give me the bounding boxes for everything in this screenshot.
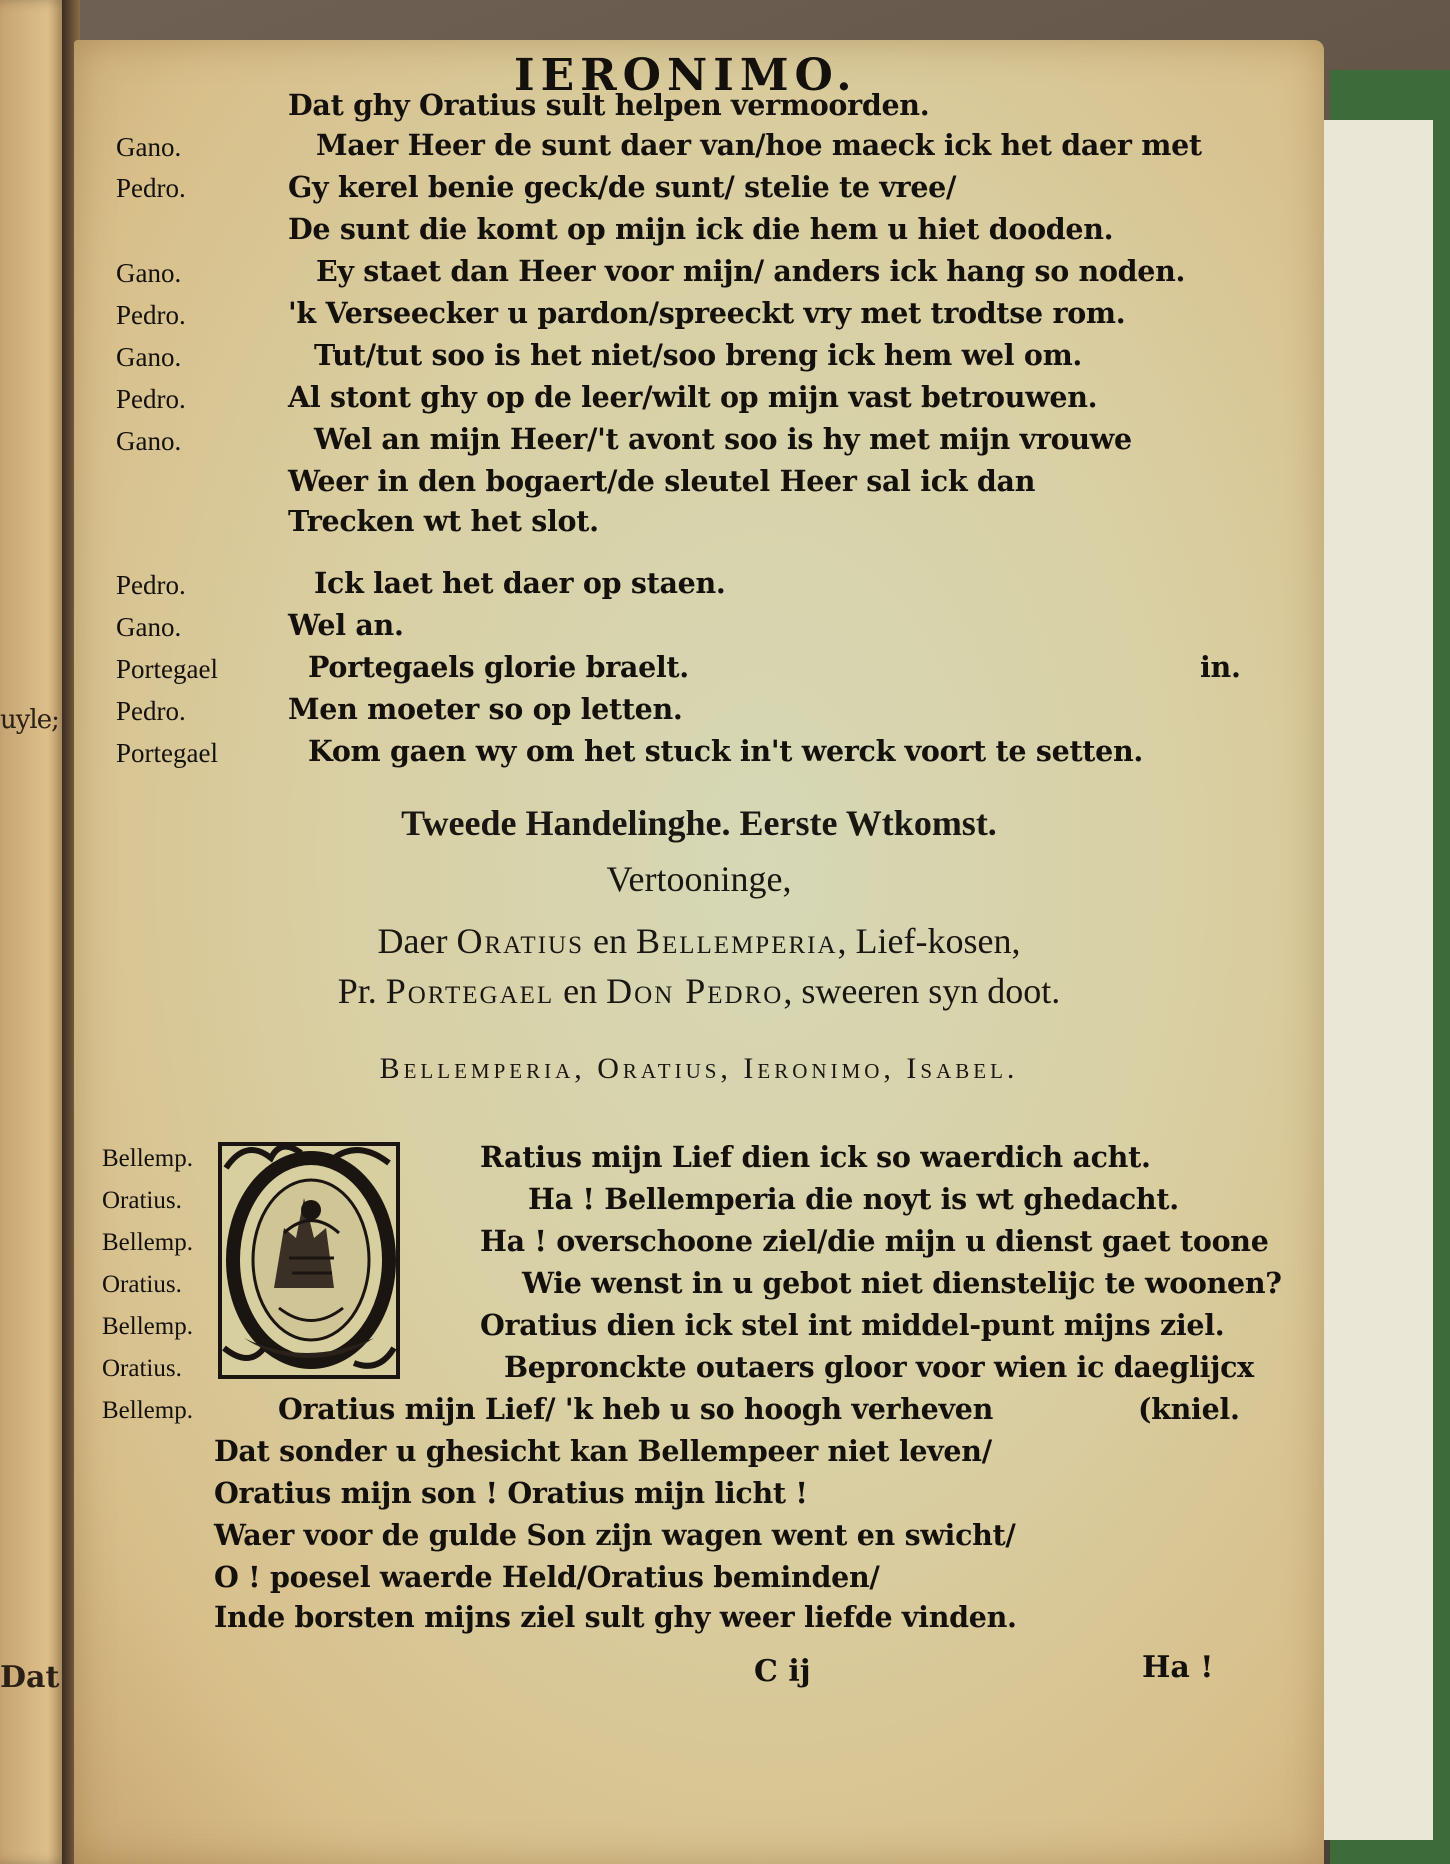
speaker-label: Bellemp. [102, 1397, 193, 1424]
speaker-label: Pedro. [116, 384, 186, 414]
speaker-label: Bellemp. [102, 1313, 193, 1340]
speaker-label: Portegael [116, 738, 218, 768]
verse-line: Ha ! overschoone ziel/die mijn u dienst gaet toone [480, 1224, 1269, 1258]
verse-line: Wie wenst in u gebot niet dienstelijc te woonen? [522, 1266, 1282, 1300]
verse-line: Tut/tut soo is het niet/soo breng ick hem wel om. [314, 338, 1083, 372]
act-subtitle: Vertooninge, [606, 859, 792, 899]
verse-line: Ha ! Bellemperia die noyt is wt ghedacht. [528, 1182, 1179, 1216]
verse-line: Weer in den bogaert/de sleutel Heer sal ick dan [288, 464, 1036, 498]
cast-list: Bellemperia, Oratius, Ieronimo, Isabel. [379, 1052, 1019, 1085]
speaker-label: Gano. [116, 612, 182, 642]
verse-line: Ey staet dan Heer voor mijn/ anders ick hang so noden. [316, 254, 1186, 288]
argument-line-1: Daer Oratius en Bellemperia, Lief-kosen, [377, 921, 1021, 961]
verse-line: Maer Heer de sunt daer van/hoe maeck ick het daer met [316, 128, 1202, 162]
speaker-label: Oratius. [102, 1187, 182, 1214]
book-page [74, 40, 1324, 1864]
verse-line: Inde borsten mijns ziel sult ghy weer liefde vinden. [214, 1600, 1017, 1634]
speaker-label: Gano. [116, 132, 182, 162]
verse-line: Wel an. [288, 608, 404, 642]
verse-line: Gy kerel benie geck/de sunt/ stelie te vree/ [288, 170, 957, 204]
speaker-label: Portegael [116, 654, 218, 684]
speaker-label: Pedro. [116, 570, 186, 600]
running-head: IERONIMO. [514, 50, 858, 101]
verse-line: Portegaels glorie braelt. [308, 650, 689, 684]
speaker-label: Gano. [116, 258, 182, 288]
stage-direction: in. [1200, 650, 1241, 684]
speaker-label: Bellemp. [102, 1229, 193, 1256]
speaker-label: Oratius. [102, 1355, 182, 1382]
act-title: Tweede Handelinghe. Eerste Wtkomst. [401, 803, 997, 843]
verse-line: Bepronckte outaers gloor voor wien ic daeglijcx [504, 1350, 1254, 1384]
verse-line: Ratius mijn Lief dien ick so waerdich acht. [480, 1140, 1151, 1174]
verse-line: Oratius mijn Lief/ 'k heb u so hoogh verheven [278, 1392, 994, 1426]
speaker-label: Gano. [116, 426, 182, 456]
verse-line: Dat ghy Oratius sult helpen vermoorden. [288, 88, 930, 122]
facing-page-text-fragment: uyle; [0, 705, 59, 735]
verse-line: Ick laet het daer op staen. [314, 566, 726, 600]
catchword: Ha ! [1142, 1650, 1214, 1685]
verse-line: Trecken wt het slot. [288, 504, 599, 538]
verse-line: Men moeter so op letten. [288, 692, 683, 726]
speaker-label: Pedro. [116, 173, 186, 203]
woodcut-initial-o [214, 1138, 404, 1383]
speaker-label: Bellemp. [102, 1145, 193, 1172]
speaker-label: Pedro. [116, 696, 186, 726]
facing-page-edge [0, 0, 68, 1864]
facing-page-text-fragment: Dat [0, 1660, 60, 1695]
speaker-label: Pedro. [116, 300, 186, 330]
verse-line: Waer voor de gulde Son zijn wagen went en swicht/ [214, 1518, 1016, 1552]
verse-line: Oratius dien ick stel int middel-punt mijns ziel. [480, 1308, 1225, 1342]
verse-line: 'k Verseecker u pardon/spreeckt vry met trodtse rom. [288, 296, 1126, 330]
verse-line: Dat sonder u ghesicht kan Bellempeer niet leven/ [214, 1434, 992, 1468]
verse-line: Al stont ghy op de leer/wilt op mijn vast betrouwen. [288, 380, 1098, 414]
verse-line: De sunt die komt op mijn ick die hem u hiet dooden. [288, 212, 1114, 246]
speaker-label: Oratius. [102, 1271, 182, 1298]
signature-mark: C ij [754, 1654, 811, 1689]
speaker-label: Gano. [116, 342, 182, 372]
verse-line: Oratius mijn son ! Oratius mijn licht ! [214, 1476, 808, 1510]
verse-line: Kom gaen wy om het stuck in't werck voort te setten. [308, 734, 1144, 768]
verse-line: Wel an mijn Heer/'t avont soo is hy met mijn vrouwe [314, 422, 1132, 456]
decorated-initial-illustration [214, 1138, 404, 1383]
argument-line-2: Pr. Portegael en Don Pedro, sweeren syn doot. [337, 971, 1061, 1011]
stage-direction: (kniel. [1138, 1392, 1240, 1426]
verse-line: O ! poesel waerde Held/Oratius beminden/ [214, 1560, 880, 1594]
